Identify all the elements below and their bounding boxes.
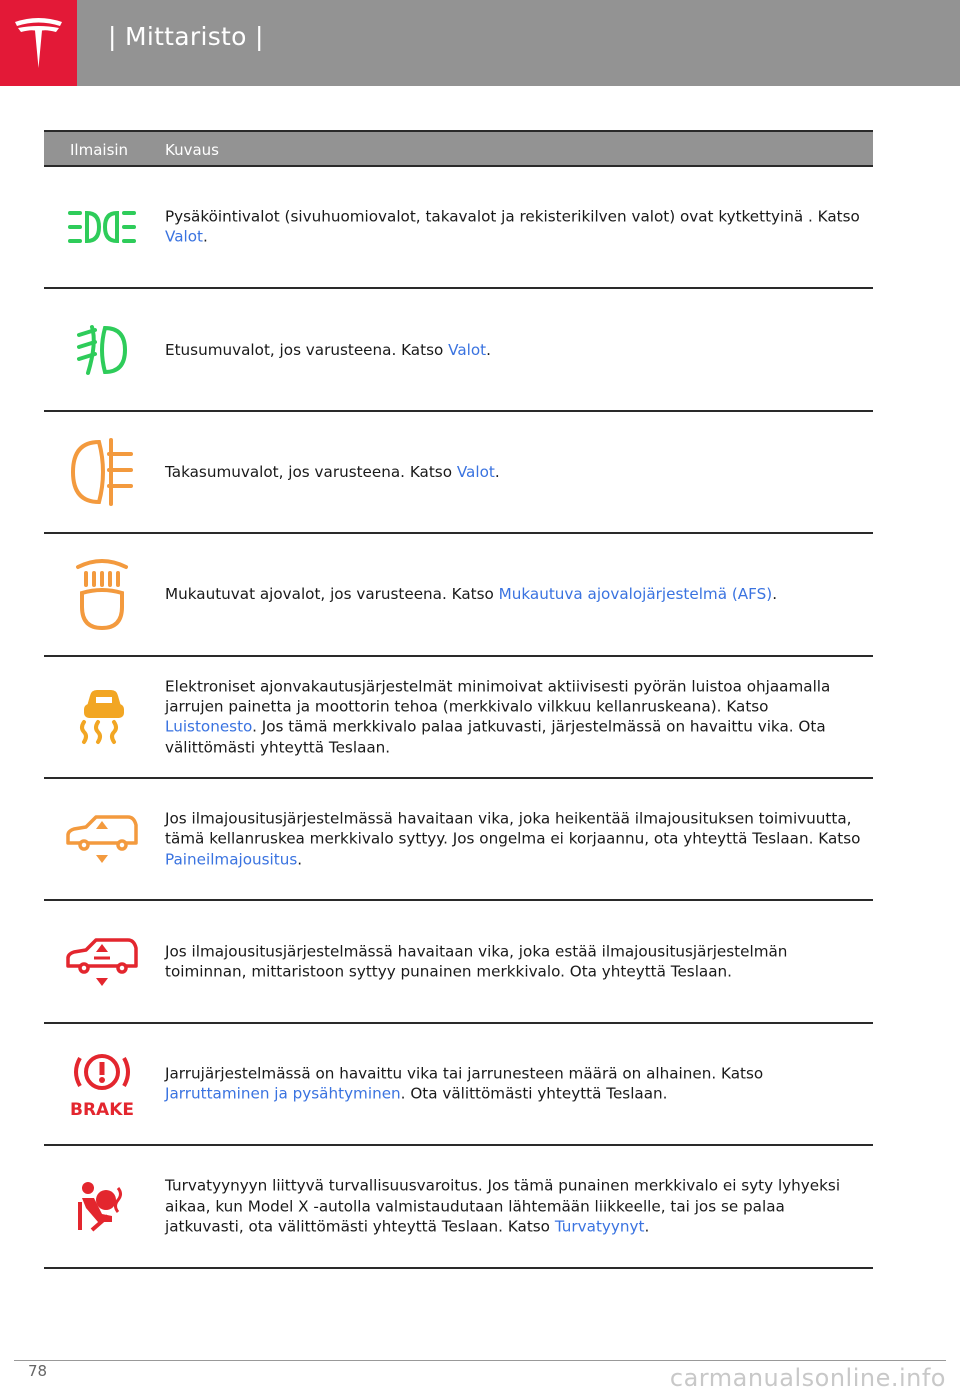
table-row (44, 289, 873, 411)
table-row (44, 412, 873, 534)
column-header-indicator: Ilmaisin (70, 141, 129, 159)
link-afs[interactable]: Mukautuva ajovalojärjestelmä (AFS) (498, 585, 773, 604)
page-title: | Mittaristo | (108, 22, 264, 51)
table-row (44, 657, 873, 779)
link-jarruttaminen[interactable]: Jarruttaminen ja pysähtyminen (165, 1084, 401, 1103)
link-paineilmajousitus[interactable]: Paineilmajousitus (165, 850, 298, 869)
footer-divider (14, 1360, 946, 1361)
front-fog-lights-icon (62, 310, 142, 390)
table-row (44, 534, 873, 656)
traction-control-icon (62, 677, 142, 757)
table-header (44, 130, 873, 167)
table-row (44, 901, 873, 1023)
tesla-logo (0, 0, 77, 86)
link-valot[interactable]: Valot (165, 228, 203, 247)
row-description: Turvatyynyyn liittyvä turvallisuusvaroitus. Jos tämä punainen merkkivalo ei syty lyhyeksi aikaa, kun Model X -autolla valmistaudutaan lähtemään liikkeelle, tai jos se palaa jatkuvasti, ota välittömästi yhteyttä Teslaan. Katso Turvatyynyt. (165, 1176, 841, 1236)
row-description: Mukautuvat ajovalot, jos varusteena. Katso Mukautuva ajovalojärjestelmä (AFS). (165, 585, 778, 604)
table-row (44, 167, 873, 289)
indicator-table (44, 130, 873, 1269)
link-valot[interactable]: Valot (456, 462, 495, 481)
row-description: Jos ilmajousitusjärjestelmässä havaitaan vika, joka heikentää ilmajousituksen toimivuutta, tämä kellanruskea merkkivalo syttyy. Jos ongelma ei korjaannu, ota yhteyttä Teslaan. Katso Paineilmajousitus. (165, 809, 861, 869)
airbag-warning-icon (62, 1166, 142, 1246)
table-row (44, 779, 873, 901)
air-suspension-fault-icon (62, 922, 142, 1002)
link-turvatyynyt[interactable]: Turvatyynyt (554, 1217, 645, 1236)
watermark: carmanualsonline.info (669, 1364, 946, 1392)
row-description: Elektroniset ajonvakautusjärjestelmät minimoivat aktiivisesti pyörän luistoa ohjaamalla jarrujen painetta ja moottorin tehoa (merkkivalo vilkkuu kellanruskeana). Katso Luistonesto. Jos tämä merkkivalo palaa jatkuvasti, järjestelmässä on havaittu vika. Ota välittömästi yhteyttä Teslaan. (165, 677, 831, 757)
adaptive-headlights-icon (62, 554, 142, 634)
parking-lights-icon (62, 187, 142, 267)
column-header-description: Kuvaus (165, 141, 219, 159)
row-description: Jos ilmajousitusjärjestelmässä havaitaan vika, joka estää ilmajousitusjärjestelmän toiminnan, mittaristoon syttyy punainen merkkivalo. Ota yhteyttä Teslaan. (165, 942, 788, 981)
row-description: Takasumuvalot, jos varusteena. Katso Valot. (165, 462, 500, 481)
row-description: Etusumuvalot, jos varusteena. Katso Valot. (165, 340, 491, 359)
link-luistonesto[interactable]: Luistonesto (165, 717, 253, 736)
row-description: Pysäköintivalot (sivuhuomiovalot, takavalot ja rekisterikilven valot) ovat kytkettyinä . Katso Valot. (165, 207, 860, 247)
brake-warning-icon (62, 1044, 142, 1124)
table-row (44, 1024, 873, 1146)
page-header (0, 0, 960, 86)
rear-fog-lights-icon (62, 432, 142, 512)
row-description: Jarrujärjestelmässä on havaittu vika tai jarrunesteen määrä on alhainen. Katso Jarruttaminen ja pysähtyminen. Ota välittömästi yhteyttä Teslaan. (165, 1064, 764, 1103)
page-number: 78 (28, 1362, 48, 1380)
air-suspension-warning-icon (62, 799, 142, 879)
brake-icon-label: BRAKE (70, 1099, 134, 1118)
table-row (44, 1146, 873, 1268)
link-valot[interactable]: Valot (448, 340, 487, 359)
